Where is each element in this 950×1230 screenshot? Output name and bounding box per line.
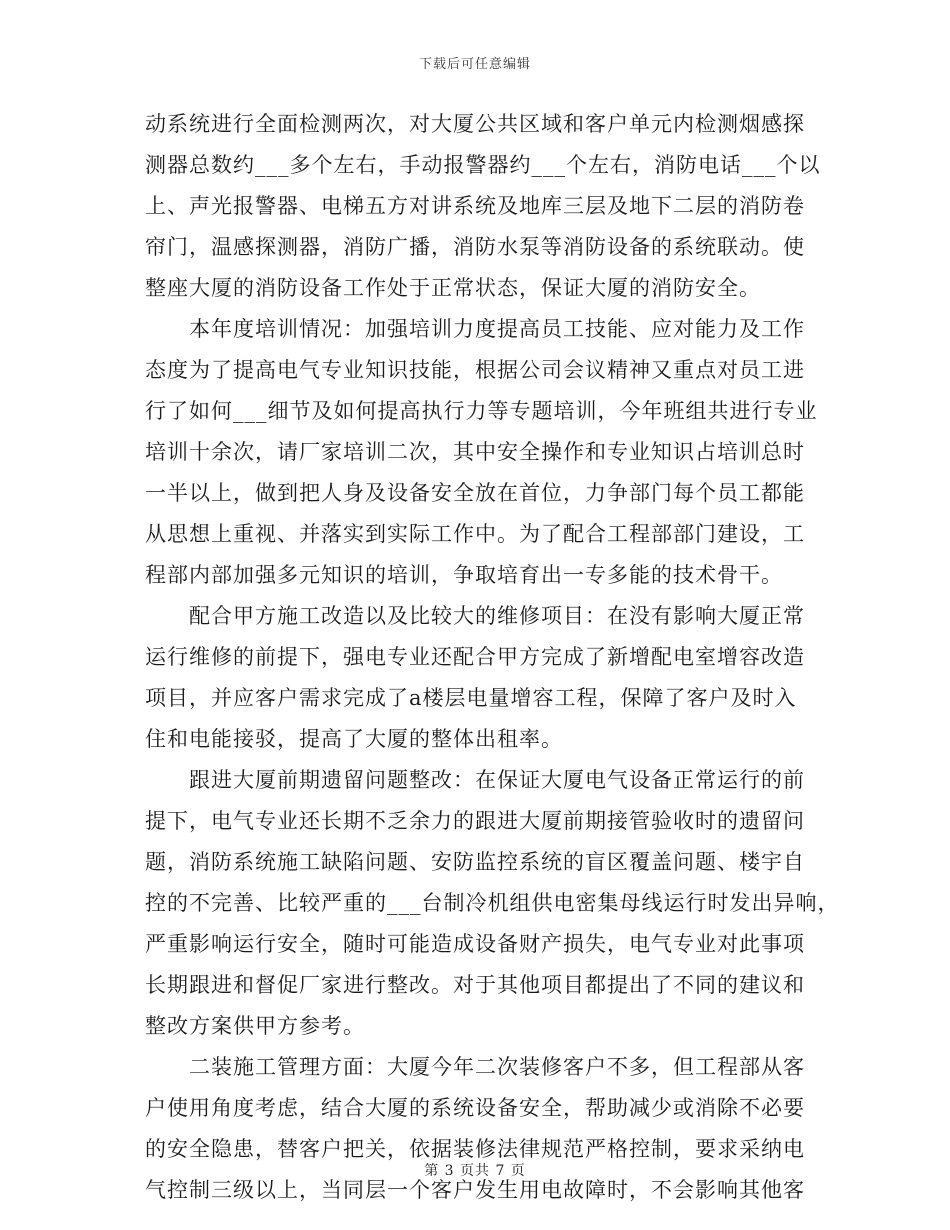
paragraph-first-line: 配合甲方施工改造以及比较大的维修项目：在没有影响大厦正常 (189, 604, 805, 628)
text-line: 题，消防系统施工缺陷问题、安防监控系统的盲区覆盖问题、楼宇自 (145, 850, 805, 874)
document-body (145, 104, 840, 1211)
text-line: 住和电能接驳，提高了大厦的整体出租率。 (145, 727, 563, 751)
text-line: 动系统进行全面检测两次，对大厦公共区域和客户单元内检测烟感探 (145, 112, 805, 136)
text-line: 严重影响运行安全，随时可能造成设备财产损失，电气专业对此事项 (145, 932, 805, 956)
text-line: 控的不完善、比较严重的___台制冷机组供电密集母线运行时发出异响， (145, 891, 840, 915)
page-number-footer: 第 3 页共 7 页 (424, 1163, 526, 1179)
text-line: 提下，电气专业还长期不乏余力的跟进大厦前期接管验收时的遗留问 (145, 809, 805, 833)
text-line: 帘门，温感探测器，消防广播，消防水泵等消防设备的系统联动。使 (145, 235, 805, 259)
text-line: 长期跟进和督促厂家进行整改。对于其他项目都提出了不同的建议和 (145, 973, 805, 997)
paragraph-first-line: 本年度培训情况：加强培训力度提高员工技能、应对能力及工作 (189, 317, 805, 341)
text-line: 上、声光报警器、电梯五方对讲系统及地库三层及地下二层的消防卷 (145, 194, 805, 218)
text-line: 测器总数约___多个左右，手动报警器约___个左右，消防电话___个以 (145, 153, 821, 177)
text-line: 整座大厦的消防设备工作处于正常状态，保证大厦的消防安全。 (145, 276, 761, 300)
text-line: 的安全隐患，替客户把关，依据装修法律规范严格控制，要求采纳电 (145, 1137, 805, 1161)
paragraph-first-line: 二装施工管理方面：大厦今年二次装修客户不多，但工程部从客 (189, 1055, 805, 1079)
text-line: 户使用角度考虑，结合大厦的系统设备安全，帮助减少或消除不必要 (145, 1096, 805, 1120)
text-line: 整改方案供甲方参考。 (145, 1014, 365, 1038)
paragraph-first-line: 跟进大厦前期遗留问题整改：在保证大厦电气设备正常运行的前 (189, 768, 805, 792)
text-line: 行了如何___细节及如何提高执行力等专题培训，今年班组共进行专业 (145, 399, 818, 423)
text-line: 态度为了提高电气专业知识技能，根据公司会议精神又重点对员工进 (145, 358, 805, 382)
text-line: 项目，并应客户需求完成了a楼层电量增容工程，保障了客户及时入 (145, 686, 797, 710)
text-line: 运行维修的前提下，强电专业还配合甲方完成了新增配电室增容改造 (145, 645, 805, 669)
text-line: 从思想上重视、并落实到实际工作中。为了配合工程部部门建设，工 (145, 522, 805, 546)
text-line: 一半以上，做到把人身及设备安全放在首位，力争部门每个员工都能 (145, 481, 805, 505)
text-line: 气控制三级以上，当同层一个客户发生用电故障时，不会影响其他客 (145, 1178, 805, 1202)
page-header: 下载后可任意编辑 (418, 57, 531, 72)
text-line: 培训十余次，请厂家培训二次，其中安全操作和专业知识占培训总时 (145, 440, 805, 464)
text-line: 程部内部加强多元知识的培训，争取培育出一专多能的技术骨干。 (145, 563, 783, 587)
